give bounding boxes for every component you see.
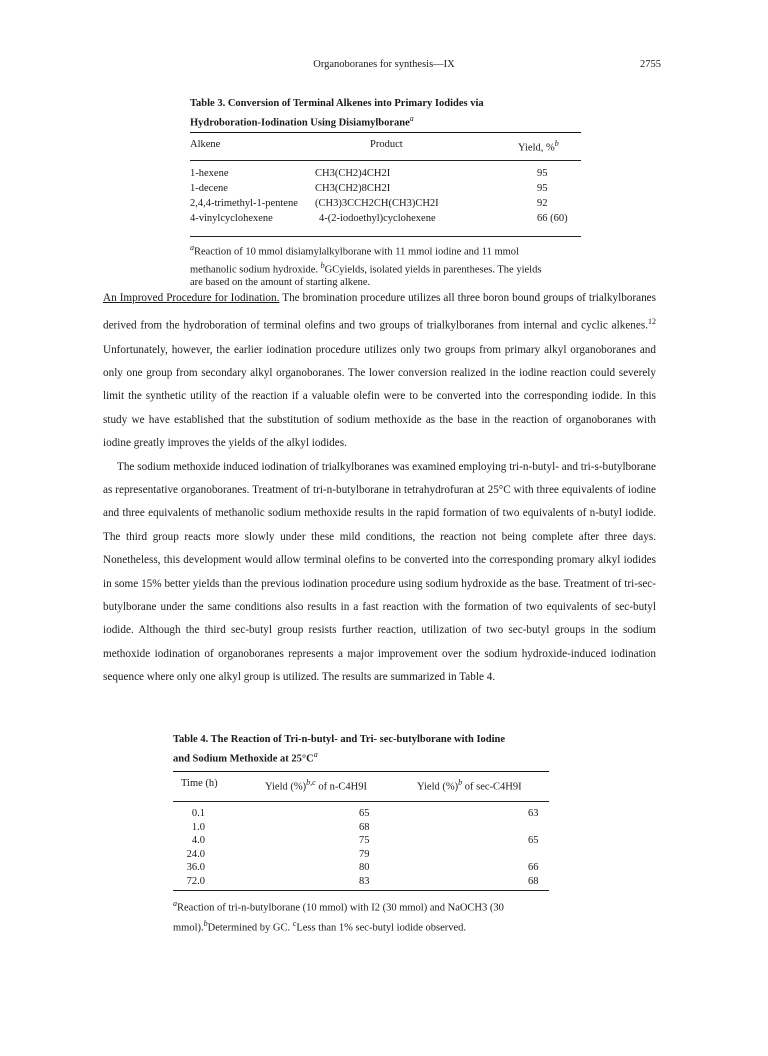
table3-cell-alkene: 1-hexene: [190, 168, 229, 179]
table4-footnote-line1: $^a$Reaction of tri-n-butylborane (10 mmol) with I2 (30 mmol) and NaOCH3 (30: [173, 899, 504, 914]
table3-caption-line1: Table 3. Conversion of Terminal Alkenes into Primary Iodides via: [190, 98, 484, 109]
table3-cell-product: (CH3)3CCH2CH(CH3)CH2I: [315, 198, 439, 209]
running-title: Organoboranes for synthesis—IX: [313, 59, 455, 70]
table4-cell-sec-butyl: 68: [528, 875, 539, 887]
table4-cell-time: 0.1: [191, 808, 205, 819]
reference-12: 12: [648, 317, 656, 327]
table3-footnote: [190, 241, 590, 289]
table4-cell-n-butyl: 80: [359, 862, 370, 873]
table4-row: [173, 862, 549, 876]
table4-row: [173, 849, 549, 863]
paragraph-improved-procedure: An Improved Procedure for Iodination. The bromination procedure utilizes all three boron bound groups of trialkylboranes derived from the hydroboration of terminal olefins and two groups of trialkylboranes from internal and cyclic alkenes.$^{12}$ Unfortunately, however, the earlier iodination procedure utilizes only two groups from primary alkyl organoboranes and only one group from secondary alkyl organoboranes. The lower conversion realized in the iodine reaction could severely limit the synthetic utility of the reaction if a valuable olefin were to be converted into the corresponding iodide. In this study we have established that the substitution of sodium methoxide as the base in the reaction of organoboranes with iodine greatly improves the yields of the alkyl iodides.: [103, 292, 657, 450]
table4-cell-n-butyl: 68: [359, 821, 370, 833]
table3-bottom-rule: [190, 236, 581, 237]
table4-col-time: Time (h): [181, 778, 218, 789]
table3-cell-yield: 95: [537, 168, 548, 179]
table4-footnote-line2: mmol).$^b$Determined by GC. $^c$Less than 1% sec-butyl iodide observed.: [173, 918, 467, 933]
table3-row: [190, 213, 581, 228]
table3-body: [190, 168, 581, 228]
table3-footnote-line3: are based on the amount of starting alkene.: [190, 277, 371, 288]
table4-cell-n-butyl: 65: [359, 808, 370, 819]
table3-row: [190, 168, 581, 183]
table4-row: [173, 876, 549, 890]
table3-row: [190, 183, 581, 198]
table4-cell-n-butyl: 75: [359, 835, 370, 846]
table4-cell-time: 24.0: [186, 848, 205, 860]
table4-body: [173, 808, 549, 889]
table3-row: [190, 198, 581, 213]
table4-caption-line2: and Sodium Methoxide at $25^\circ C^a$: [173, 750, 318, 765]
table4-col-sec-butyl: Yield (%)$^b$ of sec-C4H9I: [417, 778, 522, 793]
table4-cell-sec-butyl: 63: [528, 808, 539, 819]
table4-cell-time: 4.0: [191, 835, 205, 846]
table3-col-alkene: Alkene: [190, 139, 221, 150]
table3-caption-line2: Hydroboration-Iodination Using Disiamylborane$^a$: [190, 114, 414, 129]
table4-cell-sec-butyl: 65: [528, 835, 539, 846]
table3-footnote-line2: methanolic sodium hydroxide. $^b$GCyields, isolated yields in parentheses. The yields: [190, 260, 542, 275]
table3-cell-alkene: 1-decene: [190, 183, 228, 194]
table4-cell-sec-butyl: 66: [528, 862, 539, 873]
page-number: 2755: [640, 59, 661, 70]
table4-cell-time: 36.0: [186, 862, 205, 873]
table3-cell-yield: 66 (60): [537, 213, 568, 224]
table4-row: [173, 835, 549, 849]
table4-top-rule: [173, 771, 549, 772]
table3-cell-product: CH3(CH2)8CH2I: [315, 183, 391, 194]
table4-row: [173, 808, 549, 822]
table4-cell-sec-butyl: [445, 849, 549, 863]
table3-top-rule: [190, 132, 581, 133]
table3-cell-alkene: 4-vinylcyclohexene: [190, 213, 273, 224]
table3-cell-yield: 92: [537, 198, 548, 209]
table4-caption: [173, 732, 573, 767]
table4-bottom-rule: [173, 890, 549, 891]
body-text: [103, 287, 656, 690]
section-heading: An Improved Procedure for Iodination.: [103, 292, 280, 304]
table3-footnote-line1: $^a$Reaction of 10 mmol disiamylalkylborane with 11 mmol iodine and 11 mmol: [190, 243, 519, 258]
table4-cell-sec-butyl: [445, 822, 549, 836]
table4-col-n-butyl: Yield (%)$^{b,c}$ of n-C4H9I: [265, 778, 368, 793]
table3-caption: [190, 96, 660, 131]
table4-cell-n-butyl: 83: [359, 875, 370, 887]
table4-caption-line1: Table 4. The Reaction of Tri-n-butyl- and Tri- sec-butylborane with Iodine: [173, 734, 506, 745]
table4-footnote: [173, 896, 573, 935]
table4-cell-time: 72.0: [186, 875, 205, 887]
table3-cell-yield: 95: [537, 183, 548, 194]
table3-col-yield: Yield, %$^b$: [518, 139, 559, 154]
table3-cell-product: 4-(2-iodoethyl)cyclohexene: [319, 213, 436, 224]
table3-cell-product: CH3(CH2)4CH2I: [315, 168, 391, 179]
table4-cell-time: 1.0: [191, 821, 205, 833]
table3-col-product: Product: [370, 139, 403, 150]
table4-header-rule: [173, 801, 549, 802]
table3-cell-alkene: 2,4,4-trimethyl-1-pentene: [190, 198, 298, 209]
table4-row: [173, 822, 549, 836]
table4-cell-n-butyl: 79: [359, 848, 370, 860]
table3-header-rule: [190, 160, 581, 161]
paragraph-methoxide-iodination: The sodium methoxide induced iodination of trialkylboranes was examined employing tri-n-butyl- and tri-s-butylborane as representative organoboranes. Treatment of tri-n-butylborane in tetrahydrofuran at 25°C with three equivalents of iodine and three equivalents of methanolic sodium methoxide results in the rapid formation of two equivalents of n-butyl iodide. The third group reacts more slowly under these mild conditions, the reaction not being complete after three days. Nonetheless, this development would allow terminal olefins to be converted into the corresponding promary alkyl iodides in some 15% better yields than the previous iodination procedure using sodium hydroxide as the base. Treatment of tri-sec-butylborane under the same conditions also results in a fast reaction with the formation of two equivalents of sec-butyl iodide. Although the third sec-butyl group resists further reaction, utilization of two sec-butyl groups in the sodium methoxide iodination of organoboranes represents a major improvement over the sodium hydroxide-induced iodination sequence where only one alkyl group is utilized. The results are summarized in Table 4.: [103, 460, 656, 684]
